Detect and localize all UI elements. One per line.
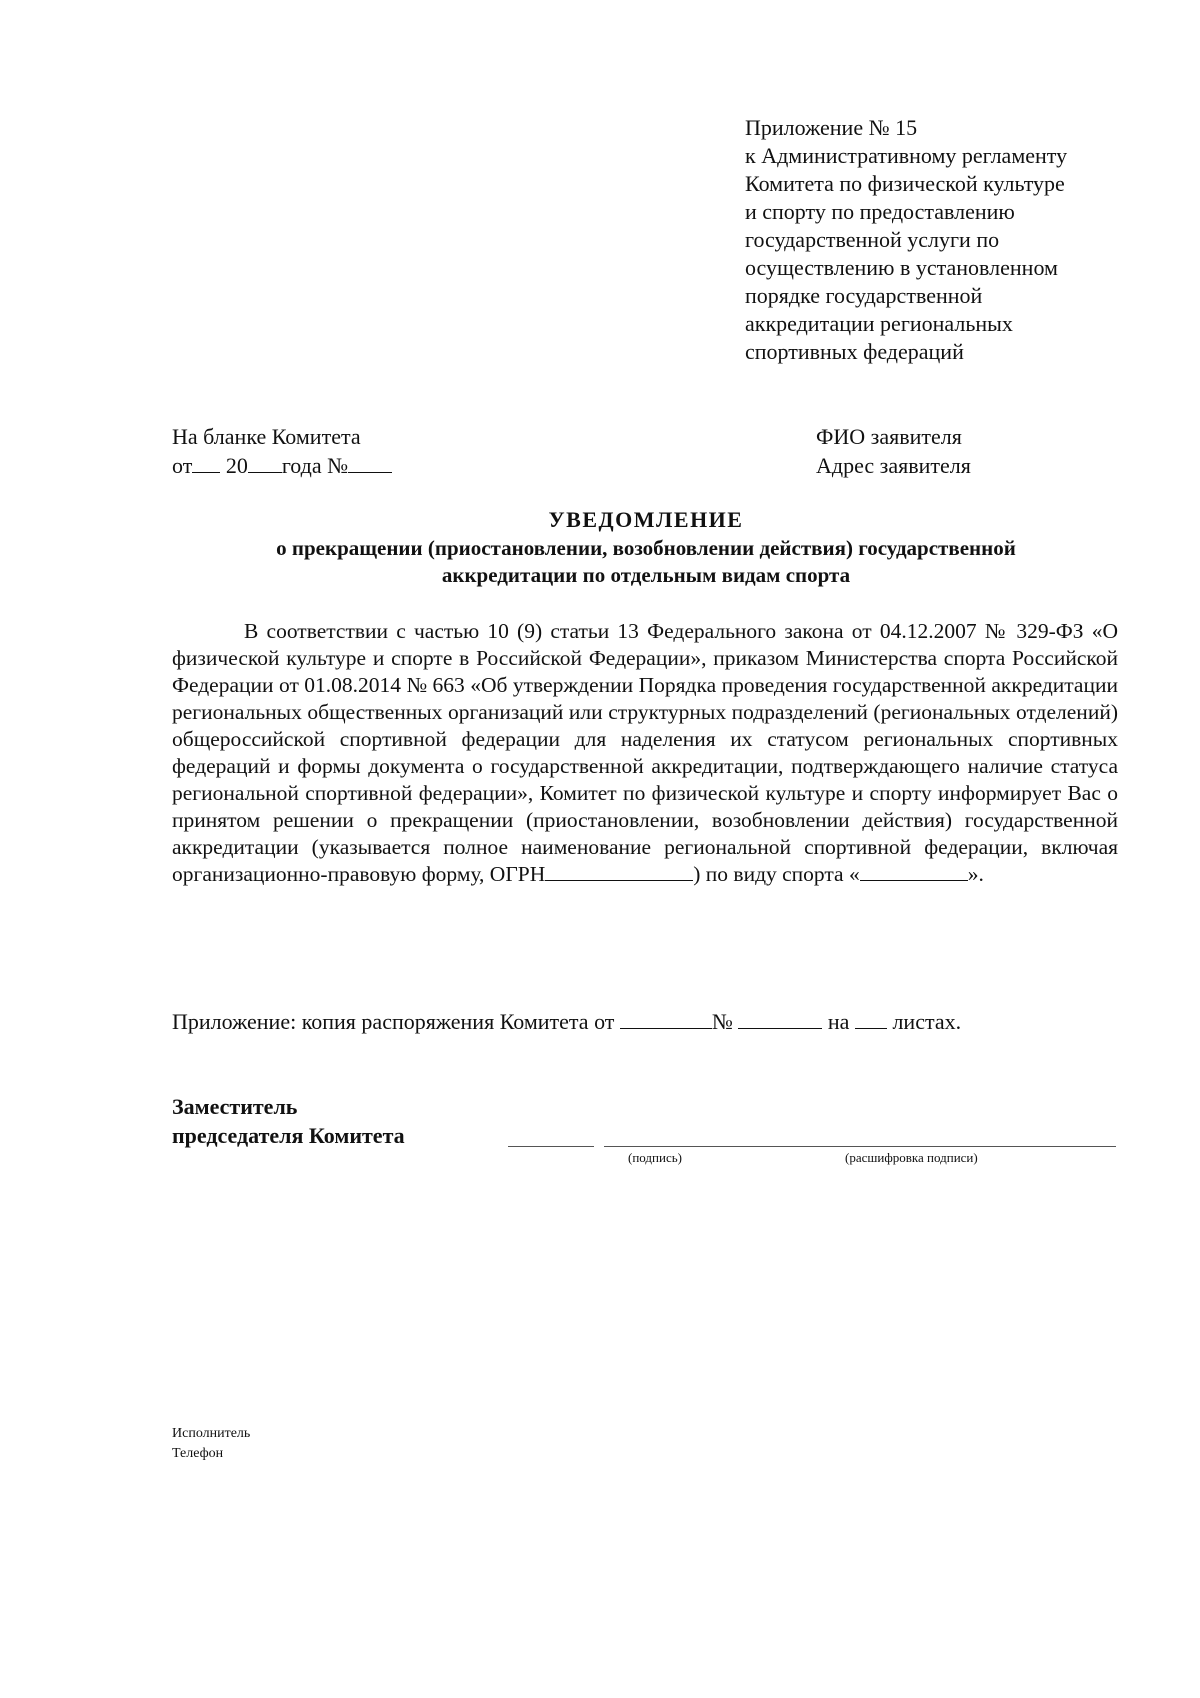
- body-part1: В соответствии с частью 10 (9) статьи 13 Федерального закона от 04.12.2007 № 329-ФЗ «О физической культуре и спорте в Российской Федерации», приказом Министерства спорта Российской Федерации от 01.08.2014 № 663 «Об утверждении Порядка проведения государственной аккредитации региональных общественных организаций или структурных подразделений (региональных отделений) общероссийской спортивной федерации для наделения их статусом региональных спортивных федераций и формы документа о государственной аккредитации, подтверждающего наличие статуса региональной спортивной федерации», Комитет по физической культуре и спорту информирует Вас о принятом решении о прекращении (приостановлении, возобновлении действия) государственной аккредитации (указывается полное наименование региональной спортивной федерации, включая организационно-правовую форму, ОГРН: [172, 619, 1118, 886]
- applicant-block: [816, 422, 971, 480]
- body-part2: ) по виду спорта «: [693, 862, 860, 886]
- signatory-position: [172, 1092, 405, 1150]
- attachment-number-label: №: [711, 1009, 733, 1034]
- signature-decoding-caption: (расшифровка подписи): [845, 1150, 978, 1165]
- annex-line: осуществлению в установленном: [745, 255, 1058, 280]
- annex-reference: [745, 114, 1067, 366]
- annex-line: к Административному регламенту: [745, 143, 1068, 168]
- attachment-number-blank: [738, 1010, 822, 1029]
- date-year: 20: [225, 453, 248, 478]
- title-main: УВЕДОМЛЕНИЕ: [548, 507, 744, 532]
- attachment-line: [172, 1008, 961, 1036]
- year-blank: [248, 454, 282, 473]
- title-sub-line1: о прекращении (приостановлении, возобновлении действия) государственной: [276, 536, 1016, 560]
- title-sub-line2: аккредитации по отдельным видам спорта: [441, 563, 851, 587]
- annex-line: аккредитации региональных: [745, 311, 1013, 336]
- ogrn-blank: [545, 862, 693, 881]
- date-number-line: [172, 451, 392, 480]
- number-blank: [348, 454, 392, 473]
- phone-label: Телефон: [172, 1446, 224, 1461]
- attachment-on-label: на: [827, 1009, 850, 1034]
- date-prefix: от: [172, 453, 193, 478]
- attachment-sheets-blank: [855, 1010, 887, 1029]
- attachment-date-blank: [620, 1010, 712, 1029]
- signature-decoding-line: [604, 1146, 1116, 1147]
- applicant-name: ФИО заявителя: [816, 424, 962, 449]
- body-paragraph: [172, 618, 1118, 888]
- annex-line: порядке государственной: [745, 283, 983, 308]
- attachment-prefix: Приложение: копия распоряжения Комитета от: [172, 1009, 615, 1034]
- signature-line: [508, 1146, 594, 1147]
- annex-line: Комитета по физической культуре: [745, 171, 1065, 196]
- annex-line: государственной услуги по: [745, 227, 1000, 252]
- applicant-address: Адрес заявителя: [816, 453, 971, 478]
- body-part3: ».: [967, 862, 984, 886]
- body-text: [172, 618, 1118, 888]
- position-line1: Заместитель: [172, 1094, 298, 1119]
- annex-line: и спорту по предоставлению: [745, 199, 1015, 224]
- signature-caption: (подпись): [628, 1150, 682, 1165]
- date-suffix: года №: [281, 453, 349, 478]
- letterhead-label: На бланке Комитета: [172, 424, 361, 449]
- day-blank: [192, 454, 220, 473]
- letterhead-block: [172, 422, 392, 480]
- position-line2: председателя Комитета: [172, 1123, 405, 1148]
- annex-line: спортивных федераций: [745, 339, 964, 364]
- document-title: [172, 505, 1120, 589]
- executor-label: Исполнитель: [172, 1426, 251, 1441]
- executor-block: [172, 1424, 250, 1464]
- sport-blank: [860, 862, 968, 881]
- annex-line: Приложение № 15: [745, 115, 918, 140]
- attachment-sheets-label: листах.: [892, 1009, 962, 1034]
